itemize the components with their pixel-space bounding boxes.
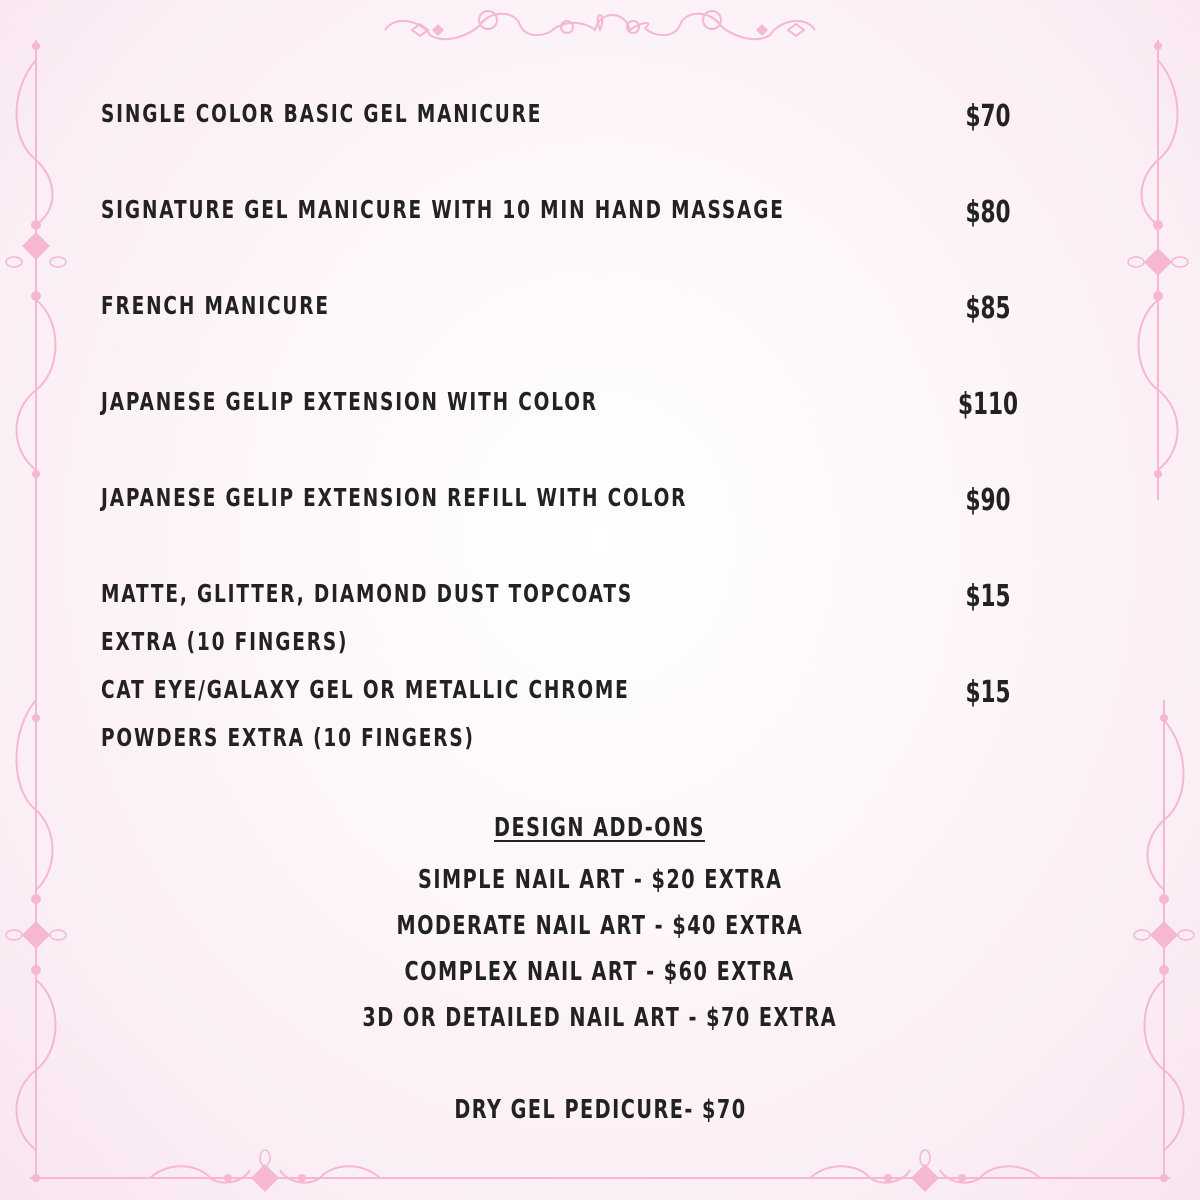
service-topcoats-price: $15 (965, 579, 1011, 614)
service-french-manicure-price: $85 (965, 291, 1011, 326)
service-single-color-gel-price: $70 (965, 99, 1011, 134)
addon-simple-nail-art: SIMPLE NAIL ART - $20 EXTRA (417, 865, 783, 895)
service-signature-gel-price: $80 (965, 195, 1011, 230)
service-gelip-extension-name: JAPANESE GELIP EXTENSION WITH COLOR (101, 387, 598, 416)
service-gelip-refill-price: $90 (965, 483, 1011, 518)
addon-3d-nail-art: 3D OR DETAILED NAIL ART - $70 EXTRA (362, 1003, 838, 1033)
addon-item (0, 998, 1200, 1038)
service-french-manicure-name: FRENCH MANICURE (101, 291, 330, 320)
addon-item (0, 860, 1200, 900)
design-addons-title (0, 808, 1200, 848)
addon-item (0, 906, 1200, 946)
dry-gel-pedicure: DRY GEL PEDICURE- $70 (453, 1095, 747, 1125)
addon-item (0, 952, 1200, 992)
addon-moderate-nail-art: MODERATE NAIL ART - $40 EXTRA (396, 911, 804, 941)
pedicure-line (0, 1090, 1200, 1130)
design-addons-title-text: DESIGN ADD-ONS (494, 813, 706, 843)
service-signature-gel-name: SIGNATURE GEL MANICURE WITH 10 MIN HAND MASSAGE (101, 195, 785, 224)
service-gelip-extension-price: $110 (957, 387, 1019, 422)
addon-complex-nail-art: COMPLEX NAIL ART - $60 EXTRA (404, 957, 796, 987)
service-cat-eye-name-line2: POWDERS EXTRA (10 FINGERS) (101, 723, 475, 752)
service-cat-eye-name-line1: CAT EYE/GALAXY GEL OR METALLIC CHROME (101, 675, 630, 704)
service-topcoats-name-line2: EXTRA (10 FINGERS) (101, 627, 349, 656)
service-topcoats-name-line1: MATTE, GLITTER, DIAMOND DUST TOPCOATS (101, 579, 634, 608)
service-cat-eye-price: $15 (965, 675, 1011, 710)
service-gelip-refill-name: JAPANESE GELIP EXTENSION REFILL WITH COLOR (101, 483, 688, 512)
service-single-color-gel-name: SINGLE COLOR BASIC GEL MANICURE (101, 99, 543, 128)
